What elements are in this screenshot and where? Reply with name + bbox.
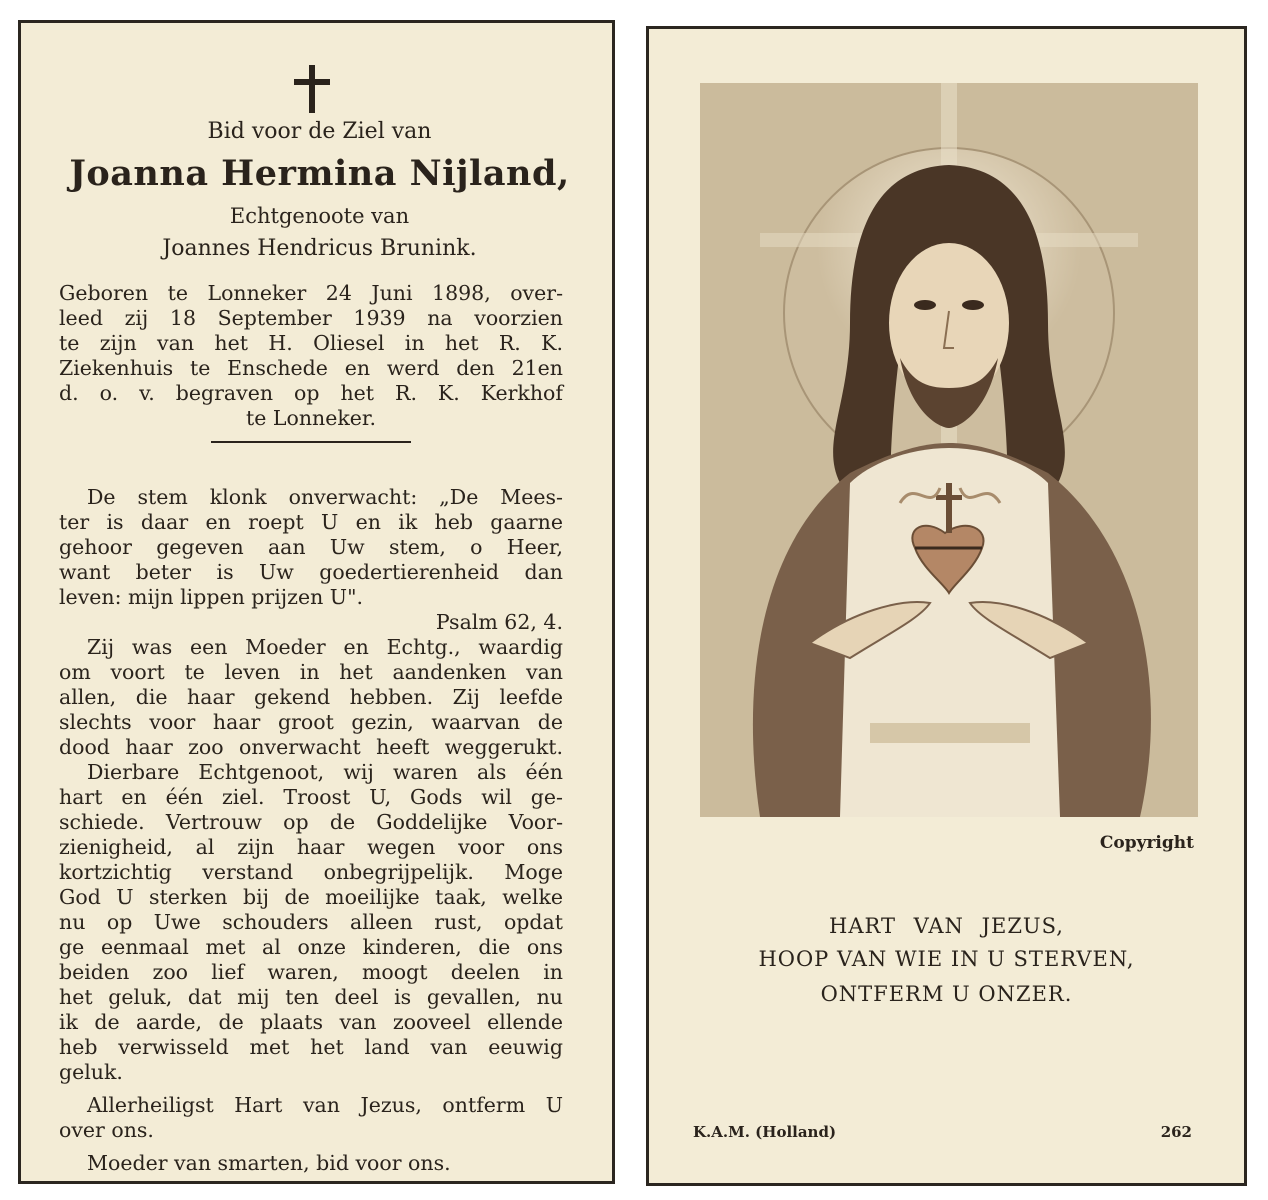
bio-line: te Lonneker. — [246, 406, 376, 430]
eulogy-line: slechts voor haar groot gezin, waarvan de — [59, 710, 563, 734]
eulogy-line: hart en één ziel. Troost U, Gods wil ge- — [59, 785, 563, 809]
eulogy-line: beiden zoo lief waren, moogt deelen in — [59, 960, 563, 984]
eulogy-line: Dierbare Echtgenoot, wij waren als één — [87, 760, 563, 784]
memorial-card-text-side — [18, 20, 615, 1184]
bio-line: te zijn van het H. Oliesel in het R. K. — [59, 331, 563, 355]
publisher-label: K.A.M. (Holland) — [693, 1123, 837, 1141]
eulogy-line: heb verwisseld met het land van eeuwig — [59, 1035, 563, 1059]
eulogy-line: God U sterken bij de moeilijke taak, welke — [59, 885, 563, 909]
bio-line: d. o. v. begraven op het R. K. Kerkhof — [59, 381, 563, 405]
quote-line: leven: mijn lippen prijzen U". — [59, 585, 364, 609]
bio-line: Ziekenhuis te Enschede en werd den 21en — [59, 356, 563, 380]
eulogy-line: dood haar zoo onverwacht heeft weggerukt. — [59, 735, 563, 759]
invocation-line: ONTFERM U ONZER. — [820, 982, 1073, 1006]
bio-line: leed zij 18 September 1939 na voorzien — [59, 306, 563, 330]
eulogy-line: geluk. — [59, 1060, 123, 1084]
eulogy-line: Allerheiligst Hart van Jezus, ontferm U — [87, 1093, 563, 1117]
bio-line: Geboren te Lonneker 24 Juni 1898, over- — [59, 281, 563, 305]
eulogy-line: ik de aarde, de plaats van zooveel ellende — [59, 1010, 563, 1034]
eulogy-line: Zij was een Moeder en Echtg., waardig — [87, 635, 563, 659]
invocation-line: HART VAN JEZUS, — [829, 914, 1064, 938]
quote-line: De stem klonk onverwacht: „De Mees- — [87, 485, 563, 509]
quote-source: Psalm 62, 4. — [435, 610, 563, 634]
quote-line: want beter is Uw goedertierenheid dan — [59, 560, 563, 584]
cross-icon — [294, 65, 330, 113]
eulogy-line: kortzichtig verstand onbegrijpelijk. Moge — [59, 860, 563, 884]
eulogy-line: allen, die haar gekend hebben. Zij leefde — [59, 685, 563, 709]
eulogy-line: over ons. — [59, 1118, 154, 1142]
deceased-name: Joanna Hermina Nijland, — [69, 153, 570, 194]
quote-line: ter is daar en roept U en ik heb gaarne — [59, 510, 563, 534]
biography-paragraph — [59, 281, 563, 431]
quote-line: gehoor gegeven aan Uw stem, o Heer, — [59, 535, 563, 559]
eulogy-paragraph — [59, 635, 563, 1176]
eulogy-line: ge eenmaal met al onze kinderen, die ons — [59, 935, 563, 959]
eulogy-line: het geluk, dat mij ten deel is gevallen, nu — [59, 985, 563, 1009]
prayer-intro: Bid voor de Ziel van — [207, 119, 432, 144]
copyright-label: Copyright — [1099, 833, 1194, 853]
spouse-name: Joannes Hendricus Brunink. — [162, 236, 477, 261]
card-number: 262 — [1160, 1123, 1192, 1141]
eulogy-line: schiede. Vertrouw op de Goddelijke Voor- — [59, 810, 563, 834]
eulogy-line: om voort te leven in het aandenken van — [59, 660, 563, 684]
memorial-card-image-side — [646, 26, 1247, 1186]
sacred-heart-portrait — [700, 83, 1198, 817]
invocation-line: HOOP VAN WIE IN U STERVEN, — [758, 947, 1135, 971]
divider — [211, 441, 411, 443]
spouse-label: Echtgenoote van — [229, 204, 410, 228]
sacred-heart-illustration — [700, 83, 1198, 817]
eulogy-line: nu op Uwe schouders alleen rust, opdat — [59, 910, 563, 934]
quote-paragraph — [59, 485, 563, 635]
eulogy-line: zienigheid, al zijn haar wegen voor ons — [59, 835, 563, 859]
eulogy-line: Moeder van smarten, bid voor ons. — [87, 1151, 451, 1175]
